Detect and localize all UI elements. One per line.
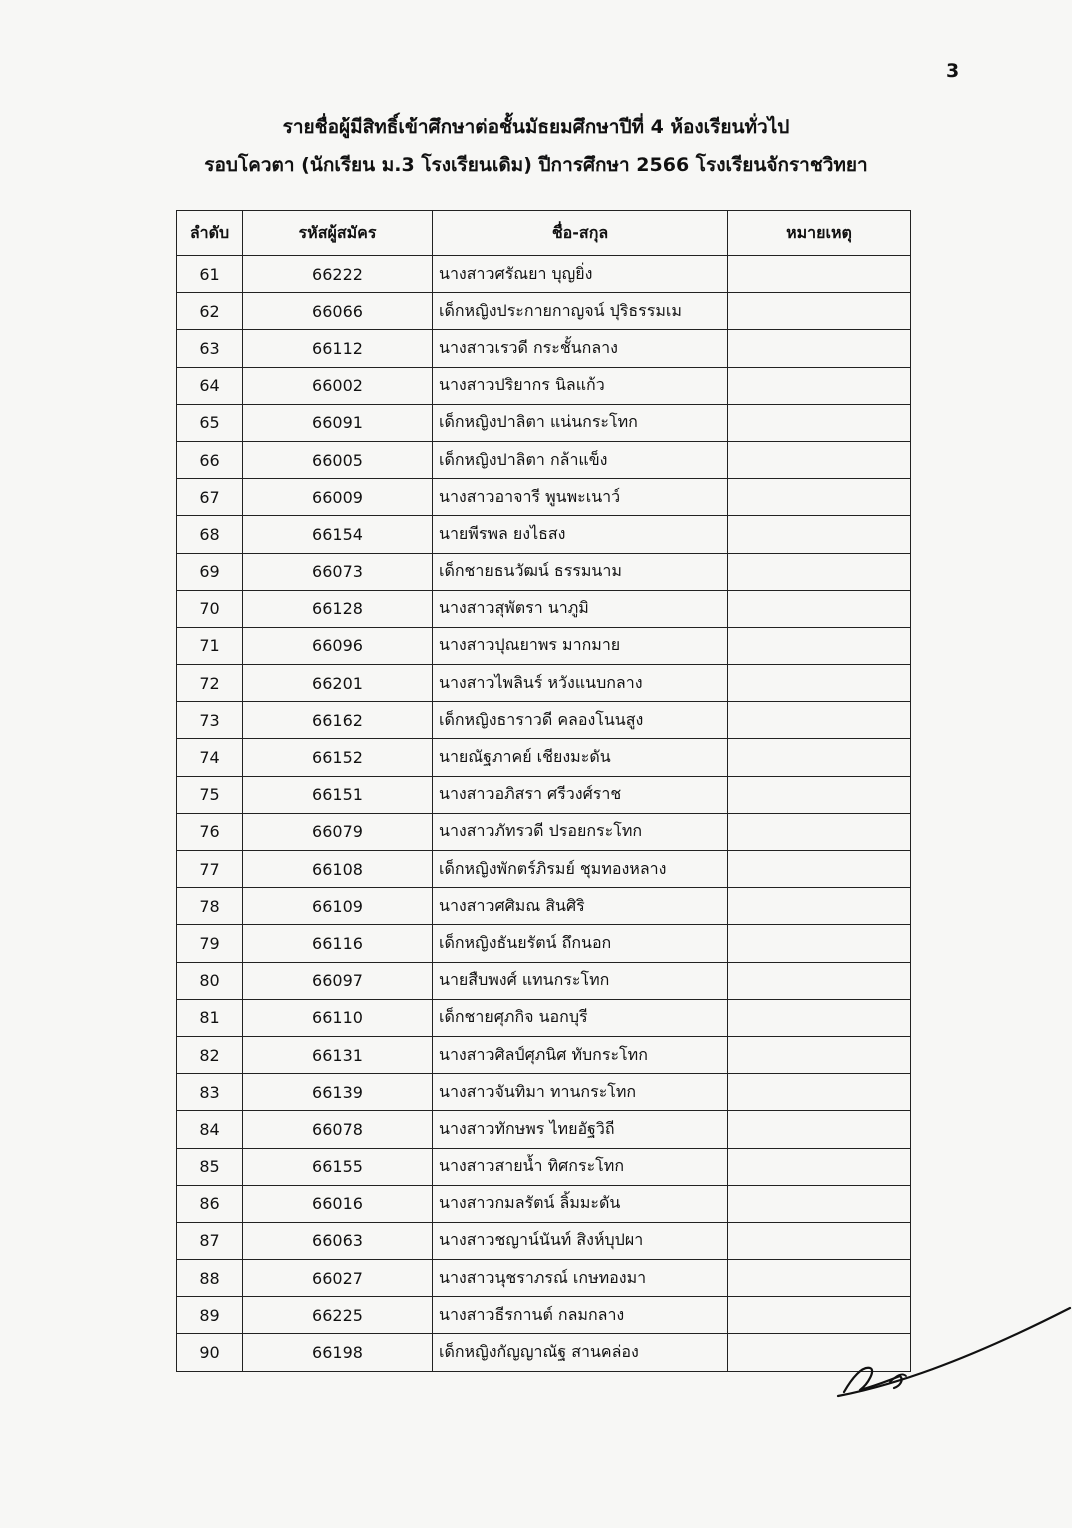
cell-order: 62 [177,293,243,330]
cell-full-name: นางสาวไพลินร์ หวังแนบกลาง [433,665,728,702]
cell-order: 61 [177,256,243,293]
cell-applicant-code: 66073 [243,553,433,590]
cell-order: 69 [177,553,243,590]
table-row [177,404,911,441]
table-row [177,1222,911,1259]
cell-applicant-code: 66201 [243,665,433,702]
cell-full-name: นางสาวศรัณยา บุญยิ่ง [433,256,728,293]
cell-applicant-code: 66005 [243,441,433,478]
cell-full-name: นางสาวปริยากร นิลแก้ว [433,367,728,404]
cell-full-name: เด็กหญิงกัญญาณัฐ สานคล่อง [433,1334,728,1371]
table-row [177,851,911,888]
table-row [177,1260,911,1297]
table-row [177,293,911,330]
cell-order: 79 [177,925,243,962]
cell-remarks [728,590,911,627]
header-order: ลำดับ [177,211,243,256]
cell-applicant-code: 66009 [243,479,433,516]
cell-remarks [728,888,911,925]
cell-applicant-code: 66091 [243,404,433,441]
header-remarks: หมายเหตุ [728,211,911,256]
cell-applicant-code: 66096 [243,627,433,664]
handwritten-signature-icon [830,1268,1072,1408]
table-row [177,516,911,553]
cell-order: 89 [177,1297,243,1334]
cell-remarks [728,293,911,330]
cell-remarks [728,999,911,1036]
cell-full-name: เด็กหญิงประกายกาญจน์ ปุริธรรมเม [433,293,728,330]
cell-order: 87 [177,1222,243,1259]
table-row [177,479,911,516]
table-row [177,888,911,925]
cell-remarks [728,776,911,813]
table-row [177,813,911,850]
cell-remarks [728,813,911,850]
cell-remarks [728,1111,911,1148]
cell-order: 66 [177,441,243,478]
cell-order: 82 [177,1036,243,1073]
cell-remarks [728,479,911,516]
cell-order: 71 [177,627,243,664]
cell-full-name: นางสาวจันทิมา ทานกระโทก [433,1074,728,1111]
cell-remarks [728,1185,911,1222]
cell-applicant-code: 66063 [243,1222,433,1259]
cell-applicant-code: 66116 [243,925,433,962]
cell-order: 77 [177,851,243,888]
cell-order: 63 [177,330,243,367]
cell-remarks [728,404,911,441]
cell-full-name: นางสาวสุพัตรา นาภูมิ [433,590,728,627]
cell-full-name: นางสาวอภิสรา ศรีวงศ์ราช [433,776,728,813]
table-row [177,1297,911,1334]
table-row [177,1036,911,1073]
table-row [177,999,911,1036]
cell-applicant-code: 66128 [243,590,433,627]
cell-remarks [728,367,911,404]
cell-remarks [728,739,911,776]
cell-order: 64 [177,367,243,404]
cell-order: 80 [177,962,243,999]
cell-full-name: เด็กหญิงธันยรัตน์ ถึกนอก [433,925,728,962]
table-row [177,1074,911,1111]
cell-full-name: นางสาวกมลรัตน์ ลิ้มมะดัน [433,1185,728,1222]
table-row [177,553,911,590]
table-row [177,962,911,999]
cell-applicant-code: 66079 [243,813,433,850]
cell-order: 83 [177,1074,243,1111]
table-row [177,590,911,627]
cell-applicant-code: 66198 [243,1334,433,1371]
table-row [177,739,911,776]
cell-applicant-code: 66225 [243,1297,433,1334]
cell-order: 84 [177,1111,243,1148]
cell-applicant-code: 66016 [243,1185,433,1222]
cell-full-name: เด็กหญิงพักตร์ภิรมย์ ชุมทองหลาง [433,851,728,888]
table-row [177,1111,911,1148]
cell-remarks [728,851,911,888]
page-number: 3 [946,60,960,82]
cell-full-name: เด็กหญิงธาราวดี คลองโนนสูง [433,702,728,739]
cell-remarks [728,1074,911,1111]
cell-applicant-code: 66078 [243,1111,433,1148]
cell-applicant-code: 66155 [243,1148,433,1185]
cell-full-name: นายพีรพล ยงไธสง [433,516,728,553]
table-row [177,776,911,813]
cell-remarks [728,1036,911,1073]
cell-remarks [728,1222,911,1259]
cell-applicant-code: 66027 [243,1260,433,1297]
cell-order: 85 [177,1148,243,1185]
cell-full-name: นางสาวทักษพร ไทยอัฐวิถี [433,1111,728,1148]
cell-full-name: นางสาวเรวดี กระชั้นกลาง [433,330,728,367]
cell-full-name: นายสืบพงศ์ แทนกระโทก [433,962,728,999]
table-row [177,1334,911,1371]
cell-remarks [728,627,911,664]
cell-applicant-code: 66151 [243,776,433,813]
cell-full-name: นายณัฐภาคย์ เชียงมะดัน [433,739,728,776]
cell-order: 73 [177,702,243,739]
table-row [177,441,911,478]
cell-applicant-code: 66110 [243,999,433,1036]
cell-remarks [728,925,911,962]
student-list-table [176,210,911,1372]
table-row [177,702,911,739]
cell-applicant-code: 66154 [243,516,433,553]
cell-applicant-code: 66002 [243,367,433,404]
cell-applicant-code: 66131 [243,1036,433,1073]
cell-full-name: เด็กหญิงปาลิตา กล้าแข็ง [433,441,728,478]
cell-order: 88 [177,1260,243,1297]
table-row [177,627,911,664]
cell-full-name: เด็กชายธนวัฒน์ ธรรมนาม [433,553,728,590]
cell-applicant-code: 66222 [243,256,433,293]
cell-order: 70 [177,590,243,627]
cell-order: 81 [177,999,243,1036]
cell-remarks [728,441,911,478]
cell-full-name: เด็กชายศุภกิจ นอกบุรี [433,999,728,1036]
header-full-name: ชื่อ-สกุล [433,211,728,256]
cell-remarks [728,330,911,367]
cell-order: 65 [177,404,243,441]
cell-order: 90 [177,1334,243,1371]
table-row [177,367,911,404]
table-header-row [177,211,911,256]
cell-order: 72 [177,665,243,702]
cell-applicant-code: 66066 [243,293,433,330]
table-row [177,256,911,293]
cell-full-name: นางสาวศิลป์ศุภนิศ ทับกระโทก [433,1036,728,1073]
cell-order: 75 [177,776,243,813]
cell-full-name: นางสาวสายน้ำ ทิศกระโทก [433,1148,728,1185]
cell-full-name: นางสาวนุชราภรณ์ เกษทองมา [433,1260,728,1297]
cell-full-name: นางสาวชญาน์นันท์ สิงห์บุปผา [433,1222,728,1259]
cell-remarks [728,1148,911,1185]
cell-remarks [728,665,911,702]
cell-remarks [728,516,911,553]
cell-full-name: เด็กหญิงปาลิตา แน่นกระโทก [433,404,728,441]
cell-order: 74 [177,739,243,776]
cell-remarks [728,553,911,590]
cell-applicant-code: 66108 [243,851,433,888]
cell-full-name: นางสาวธีรกานต์ กลมกลาง [433,1297,728,1334]
document-title: รายชื่อผู้มีสิทธิ์เข้าศึกษาต่อชั้นมัธยมศึกษาปีที่ 4 ห้องเรียนทั่วไป [282,116,790,138]
cell-remarks [728,702,911,739]
cell-applicant-code: 66109 [243,888,433,925]
cell-full-name: นางสาวศศิมณ สินศิริ [433,888,728,925]
cell-order: 78 [177,888,243,925]
table-row [177,925,911,962]
header-applicant-code: รหัสผู้สมัคร [243,211,433,256]
cell-full-name: นางสาวปุณยาพร มากมาย [433,627,728,664]
table-row [177,1148,911,1185]
cell-applicant-code: 66162 [243,702,433,739]
cell-applicant-code: 66152 [243,739,433,776]
cell-applicant-code: 66112 [243,330,433,367]
cell-order: 76 [177,813,243,850]
cell-order: 67 [177,479,243,516]
cell-order: 86 [177,1185,243,1222]
cell-order: 68 [177,516,243,553]
cell-remarks [728,256,911,293]
table-row [177,330,911,367]
cell-applicant-code: 66097 [243,962,433,999]
cell-remarks [728,962,911,999]
cell-full-name: นางสาวภัทรวดี ปรอยกระโทก [433,813,728,850]
table-row [177,665,911,702]
document-subtitle: รอบโควตา (นักเรียน ม.3 โรงเรียนเดิม) ปีการศึกษา 2566 โรงเรียนจักราชวิทยา [204,154,868,176]
cell-applicant-code: 66139 [243,1074,433,1111]
table-body [177,256,911,1372]
cell-full-name: นางสาวอาจารี พูนพะเนาว์ [433,479,728,516]
table-row [177,1185,911,1222]
